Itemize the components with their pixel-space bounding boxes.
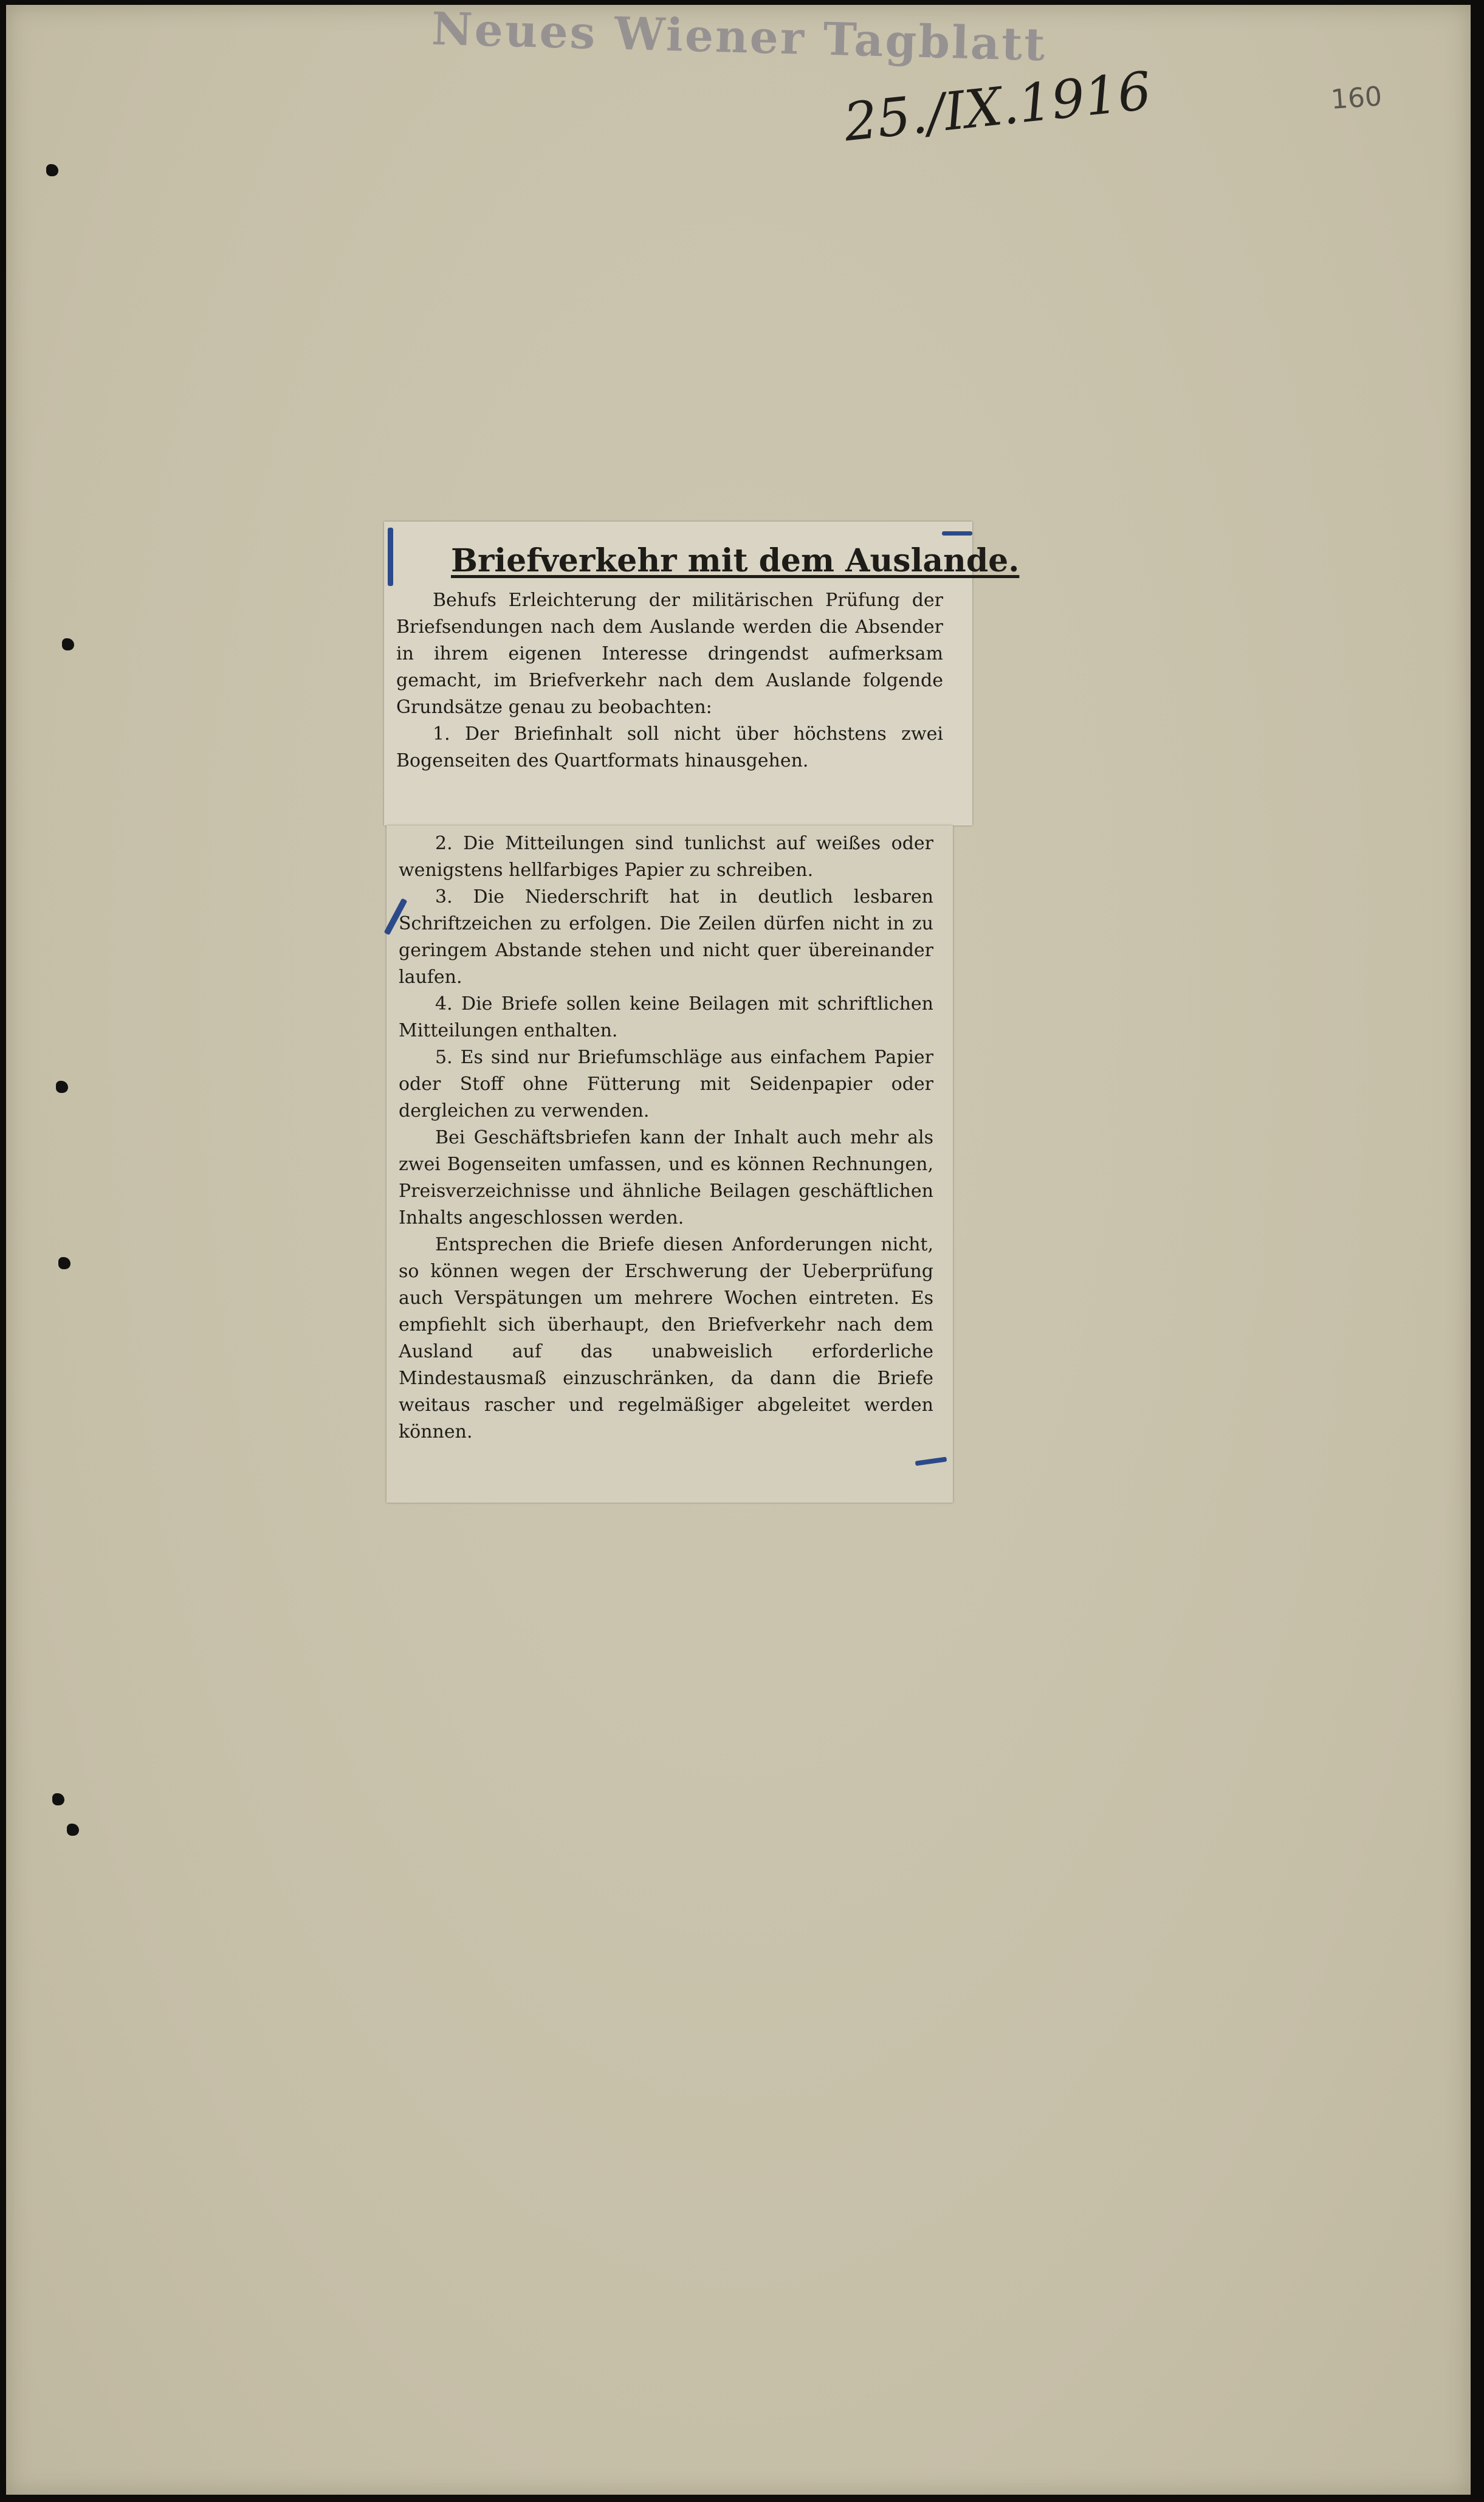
punch-hole-mark bbox=[62, 638, 74, 650]
blue-pencil-mark bbox=[388, 528, 393, 586]
article-paragraph: Entsprechen die Briefe diesen Anforderungen nicht, so können wegen der Erschwerung der Ueberprüfung auch Verspätungen um mehrere Wochen eintreten. Es empfiehlt sich überhaupt, den Briefverkehr nach dem Ausland auf das unabweislich erforderliche Mindestausmaß einzuschränken, da dann die Briefe weitaus rascher und regelmäßiger abgeleitet werden können. bbox=[399, 1234, 933, 1442]
punch-hole-mark bbox=[58, 1257, 70, 1269]
archive-sheet bbox=[6, 2, 1471, 2495]
article-headline: Briefverkehr mit dem Auslande. bbox=[451, 542, 1020, 579]
article-paragraph: 3. Die Niederschrift hat in deutlich lesbaren Schriftzeichen zu erfolgen. Die Zeilen dürfen nicht in zu geringem Abstande stehen und nicht quer übereinander laufen. bbox=[399, 886, 933, 988]
punch-hole-mark bbox=[52, 1793, 64, 1805]
article-paragraph: Behufs Erleichterung der militärischen Prüfung der Briefsendungen nach dem Auslande werden die Absender in ihrem eigenen Interesse dringendst aufmerksam gemacht, im Briefverkehr nach dem Auslande folgende Grundsätze genau zu beobachten: bbox=[396, 590, 943, 718]
article-paragraph: 5. Es sind nur Briefumschläge aus einfachem Papier oder Stoff ohne Fütterung mit Seidenpapier oder dergleichen zu verwenden. bbox=[399, 1047, 933, 1122]
blue-pencil-mark bbox=[942, 531, 972, 536]
punch-hole-mark bbox=[56, 1081, 68, 1093]
article-lower-text bbox=[399, 830, 933, 1446]
article-paragraph: 1. Der Briefinhalt soll nicht über höchstens zwei Bogenseiten des Quartformats hinausgehen. bbox=[396, 723, 943, 771]
handwritten-date: 25./IX.1916 bbox=[841, 60, 1154, 154]
article-paragraph: 2. Die Mitteilungen sind tunlichst auf weißes oder wenigstens hellfarbiges Papier zu schreiben. bbox=[399, 833, 933, 881]
newspaper-stamp: Neues Wiener Tagblatt bbox=[431, 2, 1048, 72]
punch-hole-mark bbox=[67, 1824, 79, 1836]
article-upper-text bbox=[396, 587, 943, 774]
clipping-lower bbox=[386, 825, 953, 1503]
punch-hole-mark bbox=[46, 164, 58, 176]
article-paragraph: Bei Geschäftsbriefen kann der Inhalt auch mehr als zwei Bogenseiten umfassen, und es können Rechnungen, Preisverzeichnisse und ähnliche Beilagen geschäftlichen Inhalts angeschlossen werden. bbox=[399, 1127, 933, 1229]
article-paragraph: 4. Die Briefe sollen keine Beilagen mit schriftlichen Mitteilungen enthalten. bbox=[399, 993, 933, 1041]
blue-pencil-mark bbox=[915, 1456, 947, 1466]
folio-number: 160 bbox=[1330, 81, 1383, 115]
clipping-upper bbox=[384, 522, 1020, 825]
